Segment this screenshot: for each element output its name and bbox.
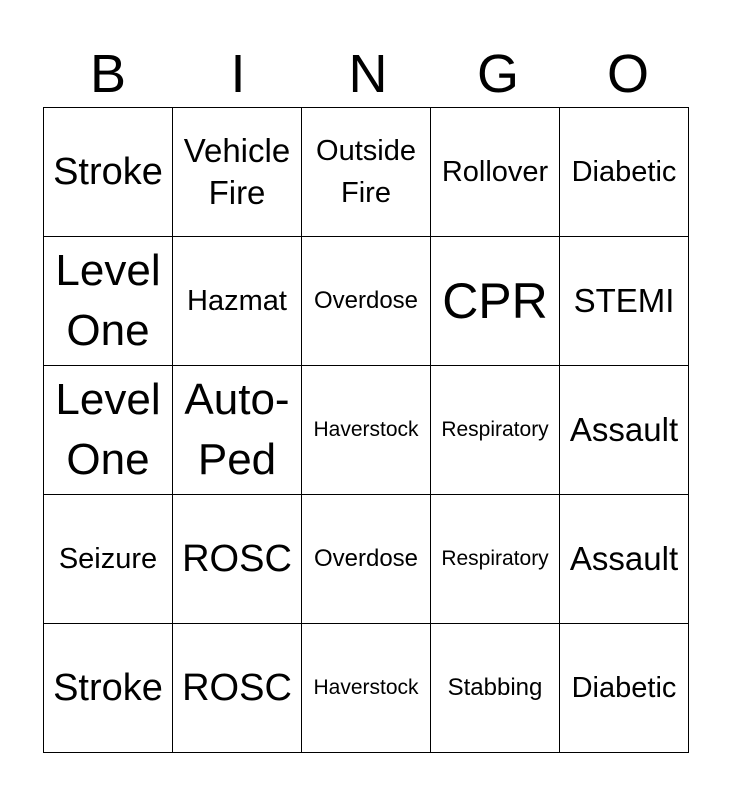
bingo-cell[interactable]: Level One [44, 237, 173, 366]
bingo-cell[interactable]: Assault [560, 495, 689, 624]
bingo-cell[interactable]: Outside Fire [302, 108, 431, 237]
bingo-cell[interactable]: STEMI [560, 237, 689, 366]
bingo-cell[interactable]: CPR [431, 237, 560, 366]
bingo-header [43, 40, 693, 108]
bingo-cell[interactable]: Respiratory [431, 366, 560, 495]
bingo-cell[interactable]: ROSC [173, 624, 302, 753]
bingo-cell[interactable]: Vehicle Fire [173, 108, 302, 237]
bingo-cell[interactable]: Auto-Ped [173, 366, 302, 495]
header-letter-n: N [348, 44, 388, 104]
bingo-cell[interactable]: Stabbing [431, 624, 560, 753]
board-row [44, 366, 689, 495]
bingo-cell[interactable]: Hazmat [173, 237, 302, 366]
bingo-cell[interactable]: Haverstock [302, 366, 431, 495]
header-letter-o: O [606, 44, 649, 104]
header-letter-g: G [476, 44, 519, 104]
bingo-cell[interactable]: Stroke [44, 108, 173, 237]
header-letter-b: B [89, 44, 127, 104]
bingo-cell[interactable]: Overdose [302, 237, 431, 366]
bingo-board [43, 107, 689, 753]
bingo-cell[interactable]: Level One [44, 366, 173, 495]
board-row [44, 624, 689, 753]
board-row [44, 237, 689, 366]
bingo-cell[interactable]: Seizure [44, 495, 173, 624]
board-row [44, 495, 689, 624]
header-letter-i: I [230, 44, 246, 104]
board-row [44, 108, 689, 237]
bingo-cell[interactable]: Haverstock [302, 624, 431, 753]
bingo-cell[interactable]: Rollover [431, 108, 560, 237]
bingo-cell[interactable]: Assault [560, 366, 689, 495]
bingo-cell[interactable]: Diabetic [560, 108, 689, 237]
bingo-cell[interactable]: Overdose [302, 495, 431, 624]
bingo-cell[interactable]: ROSC [173, 495, 302, 624]
bingo-cell[interactable]: Respiratory [431, 495, 560, 624]
bingo-cell[interactable]: Diabetic [560, 624, 689, 753]
bingo-cell[interactable]: Stroke [44, 624, 173, 753]
